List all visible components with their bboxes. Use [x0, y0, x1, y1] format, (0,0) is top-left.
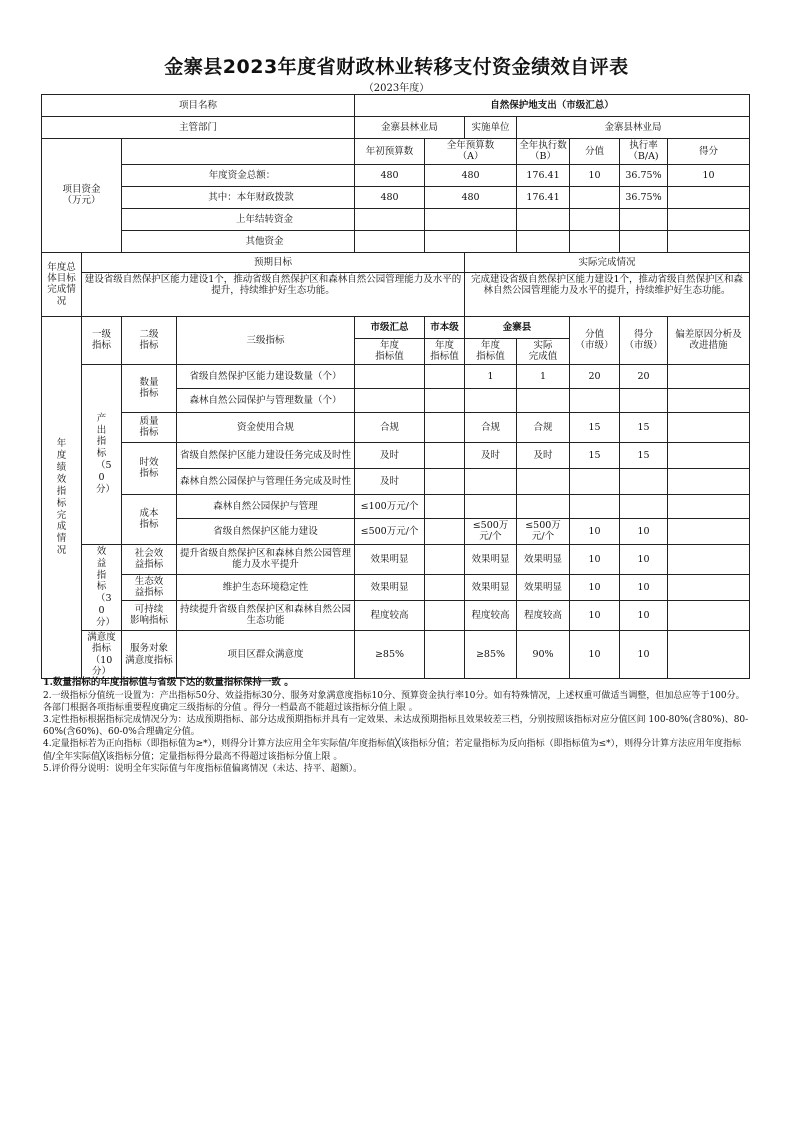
funds-cell: 36.75%: [620, 164, 668, 186]
funds-header-score: 得分: [668, 139, 750, 165]
indicator-score: 15: [620, 412, 668, 442]
impl-label: 实施单位: [465, 117, 517, 139]
col-level2: 二级 指标: [122, 316, 177, 364]
funds-cell: 176.41: [517, 186, 570, 208]
funds-row-label: 上年结转资金: [122, 208, 355, 230]
indicator-score-val: 10: [570, 518, 620, 544]
col-city-level: 市本级: [425, 316, 465, 338]
indicator-target: ≥85%: [465, 630, 517, 679]
group-service: 服务对象 满意度指标: [122, 630, 177, 679]
funds-cell: 10: [668, 164, 750, 186]
indicator-actual: 90%: [517, 630, 570, 679]
indicators-section-text: 年度绩效指标完成情况: [56, 438, 67, 557]
group-quality: 质量 指标: [122, 412, 177, 442]
indicator-name: 森林自然公园保护与管理数量（个）: [177, 388, 355, 412]
indicator-score: 10: [620, 544, 668, 574]
funds-header-rate: 执行率 （B/A): [620, 139, 668, 165]
funds-cell: 36.75%: [620, 186, 668, 208]
col-citylevel-target: 年度 指标值: [425, 338, 465, 364]
group-sustainable: 可持续 影响指标: [122, 600, 177, 630]
indicator-actual: 程度较高: [517, 600, 570, 630]
indicator-city: [355, 364, 425, 388]
indicator-city: 程度较高: [355, 600, 425, 630]
indicator-score: 10: [620, 574, 668, 600]
col-level1: 一级 指标: [82, 316, 122, 364]
funds-header-executed: 全年执行数 （B）: [517, 139, 570, 165]
funds-header-initial: 年初预算数: [355, 139, 425, 165]
indicator-city: 合规: [355, 412, 425, 442]
funds-cell: 480: [355, 164, 425, 186]
funds-row-label: 其中：本年财政拨款: [122, 186, 355, 208]
group-social: 社会效 益指标: [122, 544, 177, 574]
col-level3: 三级指标: [177, 316, 355, 364]
indicator-score-val: 10: [570, 600, 620, 630]
indicator-city: ≤100万元/个: [355, 494, 425, 518]
indicator-name: 省级自然保护区能力建设数量（个）: [177, 364, 355, 388]
funds-label-text: 项目资金 （万元）: [62, 184, 101, 207]
indicator-actual: 合规: [517, 412, 570, 442]
indicator-name: 森林自然公园保护与管理任务完成及时性: [177, 468, 355, 494]
project-name-label: 项目名称: [42, 95, 355, 117]
indicator-actual: 及时: [517, 442, 570, 468]
col-score: 得分 （市级）: [620, 316, 668, 364]
indicator-score-val: 10: [570, 630, 620, 679]
indicator-score-val: 20: [570, 364, 620, 388]
indicator-city: 效果明显: [355, 574, 425, 600]
goals-actual-text: 完成建设省级自然保护区能力建设1个，推动省级自然保护区和森林自然公园管理能力及水平的提升，持续维护好生态功能。: [465, 272, 750, 316]
indicator-target: ≤500万元/个: [465, 518, 517, 544]
funds-label: [42, 139, 122, 253]
indicator-city: ≤500万元/个: [355, 518, 425, 544]
indicator-name: 省级自然保护区能力建设: [177, 518, 355, 544]
indicator-score: 10: [620, 600, 668, 630]
col-county: 金寨县: [465, 316, 570, 338]
note-2: 2.一级指标分值统一设置为：产出指标50分、效益指标30分、服务对象满意度指标10分、预算资金执行率10分。如有特殊情况，上述权重可做适当调整，但加总应等于100分。各部门根据各项指标重要程度确定三级指标的分值 。得分一档最高不能超过该指标分值上限 。: [43, 690, 745, 713]
goals-label: 年度总体目标完成情况: [42, 252, 82, 316]
page-title: 金寨县2023年度省财政林业转移支付资金绩效自评表: [164, 56, 629, 78]
indicators-section-label: [42, 316, 82, 679]
funds-header-annual: 全年预算数 （A）: [425, 139, 517, 165]
funds-cell: 176.41: [517, 164, 570, 186]
indicator-name: 提升省级自然保护区和森林自然公园管理能力及水平提升: [177, 544, 355, 574]
note-1: 1.数量指标的年度指标值与省级下达的数量指标保持一致 。: [43, 677, 294, 688]
funds-cell: 10: [570, 164, 620, 186]
indicator-target: 合规: [465, 412, 517, 442]
indicator-name: 省级自然保护区能力建设任务完成及时性: [177, 442, 355, 468]
page-subtitle: （2023年度）: [363, 83, 430, 94]
indicator-score-val: 10: [570, 544, 620, 574]
indicator-city: ≥85%: [355, 630, 425, 679]
funds-cell: [668, 186, 750, 208]
group-timeliness: 时效 指标: [122, 442, 177, 494]
col-city-target: 年度 指标值: [355, 338, 425, 364]
indicator-city: 及时: [355, 442, 425, 468]
goals-actual-label: 实际完成情况: [465, 252, 750, 272]
funds-cell: [570, 186, 620, 208]
indicator-score: 20: [620, 364, 668, 388]
indicator-name: 维护生态环境稳定性: [177, 574, 355, 600]
indicator-citylevel: [425, 364, 465, 388]
indicator-actual: 效果明显: [517, 574, 570, 600]
group-ecological: 生态效 益指标: [122, 574, 177, 600]
col-score-val: 分值 （市级）: [570, 316, 620, 364]
note-5: 5.评价得分说明：说明全年实际值与年度指标值偏离情况（未达、持平、超额）。: [43, 763, 363, 774]
indicator-score: 10: [620, 630, 668, 679]
indicator-actual: 1: [517, 364, 570, 388]
col-deviation: 偏差原因分析及 改进措施: [668, 316, 750, 364]
indicator-target: 程度较高: [465, 600, 517, 630]
indicator-target: 效果明显: [465, 544, 517, 574]
funds-row-label: 年度资金总额：: [122, 164, 355, 186]
indicator-name: 项目区群众满意度: [177, 630, 355, 679]
indicator-actual: ≤500万元/个: [517, 518, 570, 544]
indicator-name: 森林自然公园保护与管理: [177, 494, 355, 518]
indicator-city: 效果明显: [355, 544, 425, 574]
indicator-actual: 效果明显: [517, 544, 570, 574]
notes: [43, 677, 749, 775]
benefit-label-text: 效益指标（30分）: [96, 545, 116, 629]
funds-cell: 480: [425, 186, 517, 208]
note-4: 4.定量指标若为正向指标（即指标值为≥*），则得分计算方法应用全年实际值/年度指标值╳该指标分值；若定量指标为反向指标（即指标值为≤*），则得分计算方法应用年度指标值/全年实际值╳该指标分值；定量指标得分最高不得超过该指标分值上限 。: [43, 739, 742, 762]
col-county-actual: 实际 完成值: [517, 338, 570, 364]
group-quantity: 数量 指标: [122, 364, 177, 412]
benefit-label: [82, 544, 122, 630]
indicator-score-val: 10: [570, 574, 620, 600]
indicator-name: 资金使用合规: [177, 412, 355, 442]
group-cost: 成本 指标: [122, 494, 177, 544]
indicator-target: 效果明显: [465, 574, 517, 600]
col-city-summary: 市级汇总: [355, 316, 425, 338]
col-county-target: 年度 指标值: [465, 338, 517, 364]
indicator-target: 及时: [465, 442, 517, 468]
indicator-score: 10: [620, 518, 668, 544]
indicator-score-val: 15: [570, 412, 620, 442]
output-label: [82, 364, 122, 544]
funds-row-label: 其他资金: [122, 230, 355, 252]
indicator-score: 15: [620, 442, 668, 468]
dept-label: 主管部门: [42, 117, 355, 139]
indicator-name: 持续提升省级自然保护区和森林自然公园生态功能: [177, 600, 355, 630]
indicator-city: 及时: [355, 468, 425, 494]
project-name-value: 自然保护地支出（市级汇总）: [355, 95, 750, 117]
impl-value: 金寨县林业局: [517, 117, 750, 139]
output-label-text: 产出指标（50分）: [96, 412, 116, 495]
evaluation-table: [41, 94, 750, 679]
funds-cell: 480: [355, 186, 425, 208]
indicator-score-val: 15: [570, 442, 620, 468]
indicator-deviation: [668, 364, 750, 388]
note-3: 3.定性指标根据指标完成情况分为：达成预期指标、部分达成预期指标并具有一定效果、未达成预期指标且效果较差三档，分别按照该指标对应分值区间 100-80%(含80%)、80-60%(含60%)、60-0%合理确定分值。: [43, 715, 749, 738]
funds-header-scoreval: 分值: [570, 139, 620, 165]
satisfaction-label: 满意度 指标 （10分）: [82, 630, 122, 679]
goals-expected-text: 建设省级自然保护区能力建设1个，推动省级自然保护区和森林自然公园管理能力及水平的提升，持续维护好生态功能。: [82, 272, 465, 316]
indicator-target: 1: [465, 364, 517, 388]
dept-value: 金寨县林业局: [355, 117, 465, 139]
goals-expected-label: 预期目标: [82, 252, 465, 272]
funds-cell: 480: [425, 164, 517, 186]
